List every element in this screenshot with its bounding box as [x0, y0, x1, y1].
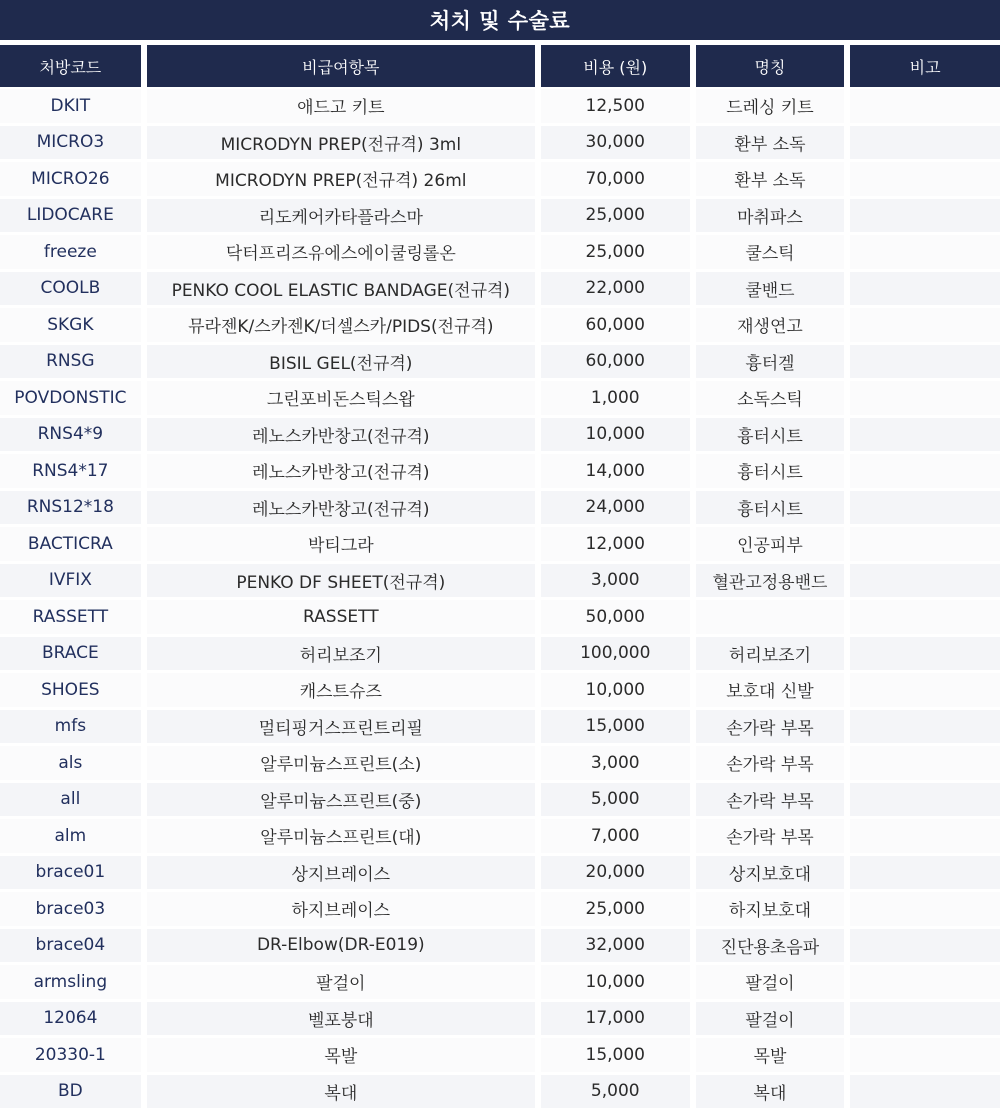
cell-item: 애드고 키트 — [147, 89, 535, 126]
cell-name: 환부 소독 — [696, 126, 845, 163]
cell-item: 레노스카반창고(전규격) — [147, 418, 535, 455]
cell-name: 허리보조기 — [696, 637, 845, 674]
cell-item: 박티그라 — [147, 527, 535, 564]
cell-item: 팔걸이 — [147, 965, 535, 1002]
cell-item: 뮤라젠K/스카젠K/더셀스카/PIDS(전규격) — [147, 308, 535, 345]
cell-code: RNS4*9 — [0, 418, 141, 455]
cell-name: 흉터겔 — [696, 345, 845, 382]
cell-name: 흉터시트 — [696, 491, 845, 528]
cell-cost: 15,000 — [541, 1038, 690, 1075]
cell-note — [850, 199, 1000, 236]
cell-cost: 7,000 — [541, 819, 690, 856]
cell-note — [850, 856, 1000, 893]
cell-code: MICRO3 — [0, 126, 141, 163]
cell-item: 알루미늄스프린트(소) — [147, 746, 535, 783]
cell-name — [696, 600, 845, 637]
cell-note — [850, 819, 1000, 856]
cell-item: 그린포비돈스틱스왑 — [147, 381, 535, 418]
table-row — [0, 1075, 1000, 1111]
cell-item: 레노스카반창고(전규격) — [147, 454, 535, 491]
cell-cost: 100,000 — [541, 637, 690, 674]
cell-name: 흉터시트 — [696, 418, 845, 455]
cell-item: 리도케어카타플라스마 — [147, 199, 535, 236]
table-row — [0, 1002, 1000, 1039]
table-row — [0, 600, 1000, 637]
cell-note — [850, 418, 1000, 455]
cell-cost: 10,000 — [541, 673, 690, 710]
cell-cost: 24,000 — [541, 491, 690, 528]
cell-code: brace03 — [0, 892, 141, 929]
cell-note — [850, 1038, 1000, 1075]
cell-note — [850, 308, 1000, 345]
cell-item: 복대 — [147, 1075, 535, 1111]
cell-cost: 12,000 — [541, 527, 690, 564]
cell-code: COOLB — [0, 272, 141, 309]
cell-item: 알루미늄스프린트(대) — [147, 819, 535, 856]
cell-code: RNS12*18 — [0, 491, 141, 528]
cell-cost: 5,000 — [541, 1075, 690, 1111]
cell-code: alm — [0, 819, 141, 856]
cell-name: 혈관고정용밴드 — [696, 564, 845, 601]
table-row — [0, 418, 1000, 455]
cell-note — [850, 746, 1000, 783]
cell-name: 손가락 부목 — [696, 746, 845, 783]
table-row — [0, 491, 1000, 528]
cell-cost: 25,000 — [541, 235, 690, 272]
cell-code: freeze — [0, 235, 141, 272]
cell-name: 쿨스틱 — [696, 235, 845, 272]
cell-item: 상지브레이스 — [147, 856, 535, 893]
cell-item: 하지브레이스 — [147, 892, 535, 929]
cell-item: 목발 — [147, 1038, 535, 1075]
cell-item: DR-Elbow(DR-E019) — [147, 929, 535, 966]
cell-code: RASSETT — [0, 600, 141, 637]
cell-note — [850, 162, 1000, 199]
cell-note — [850, 89, 1000, 126]
table-row — [0, 673, 1000, 710]
cell-code: DKIT — [0, 89, 141, 126]
cell-item: 벨포붕대 — [147, 1002, 535, 1039]
cell-note — [850, 235, 1000, 272]
cell-code: brace04 — [0, 929, 141, 966]
table-header — [0, 45, 1000, 87]
cell-note — [850, 783, 1000, 820]
column-header-code: 처방코드 — [0, 45, 141, 87]
cell-cost: 50,000 — [541, 600, 690, 637]
table-row — [0, 637, 1000, 674]
table-row — [0, 892, 1000, 929]
cell-note — [850, 892, 1000, 929]
cell-name: 인공피부 — [696, 527, 845, 564]
cell-item: 허리보조기 — [147, 637, 535, 674]
cell-code: POVDONSTIC — [0, 381, 141, 418]
table-row — [0, 89, 1000, 126]
table-row — [0, 783, 1000, 820]
table-row — [0, 345, 1000, 382]
table-row — [0, 856, 1000, 893]
cell-note — [850, 673, 1000, 710]
cell-code: BACTICRA — [0, 527, 141, 564]
table-row — [0, 235, 1000, 272]
cell-code: mfs — [0, 710, 141, 747]
cell-name: 흉터시트 — [696, 454, 845, 491]
cell-code: all — [0, 783, 141, 820]
cell-cost: 10,000 — [541, 418, 690, 455]
table-row — [0, 746, 1000, 783]
cell-code: brace01 — [0, 856, 141, 893]
cell-name: 하지보호대 — [696, 892, 845, 929]
table-row — [0, 929, 1000, 966]
cell-name: 진단용초음파 — [696, 929, 845, 966]
cell-cost: 1,000 — [541, 381, 690, 418]
cell-name: 재생연고 — [696, 308, 845, 345]
cell-cost: 12,500 — [541, 89, 690, 126]
cell-name: 소독스틱 — [696, 381, 845, 418]
cell-note — [850, 637, 1000, 674]
cell-code: SHOES — [0, 673, 141, 710]
cell-code: 20330-1 — [0, 1038, 141, 1075]
cell-cost: 25,000 — [541, 892, 690, 929]
cell-code: MICRO26 — [0, 162, 141, 199]
cell-note — [850, 965, 1000, 1002]
cell-name: 손가락 부목 — [696, 783, 845, 820]
cell-cost: 60,000 — [541, 345, 690, 382]
table-row — [0, 527, 1000, 564]
cell-code: IVFIX — [0, 564, 141, 601]
table-row — [0, 381, 1000, 418]
table-row — [0, 272, 1000, 309]
column-header-cost: 비용 (원) — [541, 45, 690, 87]
cell-cost: 32,000 — [541, 929, 690, 966]
cell-item: MICRODYN PREP(전규격) 26ml — [147, 162, 535, 199]
cell-code: BRACE — [0, 637, 141, 674]
table-row — [0, 162, 1000, 199]
cell-note — [850, 929, 1000, 966]
table-row — [0, 819, 1000, 856]
cell-item: PENKO COOL ELASTIC BANDAGE(전규격) — [147, 272, 535, 309]
cell-code: RNS4*17 — [0, 454, 141, 491]
cell-item: BISIL GEL(전규격) — [147, 345, 535, 382]
cell-cost: 15,000 — [541, 710, 690, 747]
cell-name: 보호대 신발 — [696, 673, 845, 710]
table-row — [0, 454, 1000, 491]
cell-note — [850, 272, 1000, 309]
cell-name: 팔걸이 — [696, 965, 845, 1002]
cell-cost: 10,000 — [541, 965, 690, 1002]
page-title: 처치 및 수술료 — [0, 0, 1000, 40]
cell-cost: 60,000 — [541, 308, 690, 345]
cell-code: SKGK — [0, 308, 141, 345]
cell-cost: 5,000 — [541, 783, 690, 820]
column-header-item: 비급여항목 — [147, 45, 535, 87]
cell-cost: 22,000 — [541, 272, 690, 309]
cell-cost: 3,000 — [541, 746, 690, 783]
cell-note — [850, 345, 1000, 382]
cell-note — [850, 381, 1000, 418]
cell-note — [850, 1002, 1000, 1039]
table-row — [0, 199, 1000, 236]
cell-note — [850, 600, 1000, 637]
fee-table — [0, 45, 1000, 1111]
cell-note — [850, 710, 1000, 747]
table-row — [0, 126, 1000, 163]
cell-name: 손가락 부목 — [696, 710, 845, 747]
table-row — [0, 710, 1000, 747]
cell-cost: 3,000 — [541, 564, 690, 601]
cell-code: RNSG — [0, 345, 141, 382]
cell-name: 팔걸이 — [696, 1002, 845, 1039]
cell-cost: 20,000 — [541, 856, 690, 893]
cell-item: 레노스카반창고(전규격) — [147, 491, 535, 528]
cell-code: als — [0, 746, 141, 783]
cell-note — [850, 126, 1000, 163]
table-body — [0, 89, 1000, 1111]
cell-note — [850, 454, 1000, 491]
table-row — [0, 564, 1000, 601]
cell-item: 닥터프리즈유에스에이쿨링롤온 — [147, 235, 535, 272]
cell-name: 손가락 부목 — [696, 819, 845, 856]
cell-item: 캐스트슈즈 — [147, 673, 535, 710]
cell-name: 드레싱 키트 — [696, 89, 845, 126]
cell-item: 멀티핑거스프린트리필 — [147, 710, 535, 747]
cell-item: MICRODYN PREP(전규격) 3ml — [147, 126, 535, 163]
cell-note — [850, 1075, 1000, 1111]
cell-item: PENKO DF SHEET(전규격) — [147, 564, 535, 601]
cell-note — [850, 491, 1000, 528]
column-header-note: 비고 — [850, 45, 1000, 87]
cell-cost: 17,000 — [541, 1002, 690, 1039]
cell-cost: 14,000 — [541, 454, 690, 491]
cell-code: BD — [0, 1075, 141, 1111]
cell-code: LIDOCARE — [0, 199, 141, 236]
table-row — [0, 965, 1000, 1002]
cell-note — [850, 564, 1000, 601]
cell-name: 환부 소독 — [696, 162, 845, 199]
cell-name: 상지보호대 — [696, 856, 845, 893]
cell-item: 알루미늄스프린트(중) — [147, 783, 535, 820]
cell-item: RASSETT — [147, 600, 535, 637]
cell-cost: 70,000 — [541, 162, 690, 199]
table-row — [0, 1038, 1000, 1075]
cell-code: armsling — [0, 965, 141, 1002]
cell-cost: 25,000 — [541, 199, 690, 236]
table-row — [0, 308, 1000, 345]
cell-name: 복대 — [696, 1075, 845, 1111]
cell-cost: 30,000 — [541, 126, 690, 163]
cell-name: 쿨밴드 — [696, 272, 845, 309]
cell-code: 12064 — [0, 1002, 141, 1039]
cell-name: 마취파스 — [696, 199, 845, 236]
cell-note — [850, 527, 1000, 564]
column-header-name: 명칭 — [696, 45, 845, 87]
cell-name: 목발 — [696, 1038, 845, 1075]
